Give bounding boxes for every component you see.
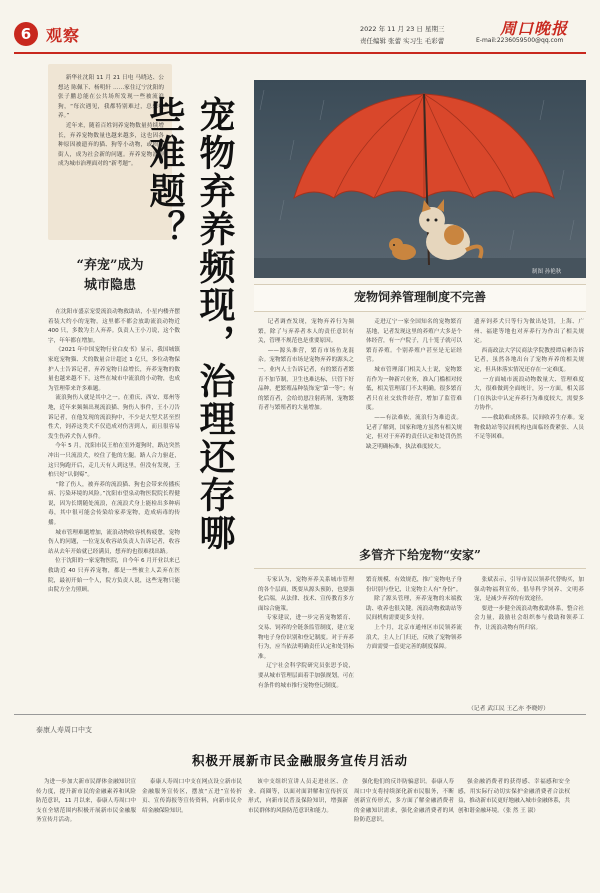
section-name: 观察 [46, 26, 81, 45]
byline: （记者 武江民 王乙亦 李晓婷） [468, 706, 549, 712]
page-number: 6 [14, 22, 38, 46]
subhead-abandonment-hazard: “弃宠”成为 城市隐患 [76, 258, 144, 293]
illustration-cat-under-umbrella [254, 80, 586, 278]
umbrella-illustration [254, 80, 586, 278]
ad-column-4: 强化他们的反诈防骗意识。泰康人寿周口中支将持续深化新市民服务，不断创新宣传形式，多方面了解金融消费者的金融知识需求，强化金融消费者的风险防范意识。 [354, 779, 454, 824]
article-column-2b: 走进辽宁一家全国知名的宠物繁育基地，记者发现这里的养殖户大多是个体经营，有一户院子，几十笼子就可以繁育养殖。个别养殖户甚至是无证经营。 城市管理部门相关人士说，宠物繁育作为一种新兴业务，准入门槛相对较低，相关管理部门不太明确。很多繁育者只在社交软件经营，增加了监管难度。 ——有法难依，流浪行为难追责。记者了解到，国家和地方虽然有相关规定，但对于弃养的责任认定和处罚仍然缺乏明确标准，执法难度较大。 [366, 319, 462, 450]
subhead-regulation-gaps: 宠物饲养管理制度不完善 [353, 290, 486, 304]
article-column-1: 在沈阳市盛京宠爱流浪动物救助站，小星内楼齐摆着装大约小的宠物，这里都不都会放助流浪动物近 400 只，多数为主人弃养。负责人王小刀说，这个数字，年年都在增加。 《2021 年中国宠物行业白皮书》显示，我国城镇家庭宠物猫、犬的数量合计超过 1 亿只，多位动物保护人士告诉记者，弃养宠物日益增长，弃养宠物的数量也越来越不下。这些在城市中流浪的小动物，也成为管理带来许多难题。 流浪狗伤人就是其中之一。在重庆、西安、郑州等地，近年来频频出现流浪猫、狗伤人事件，王小刀告诉记者，在他发现的流浪狗中，不少是大型犬甚至烈性犬，饲养这类犬不仅造成对伤害到人，而且很容易发生伤养犬伤人事件。 今年 5 月，沈阳市民王柏在室外遛狗时，路边突然冲出一只流浪犬，咬住了他的左腿。路人合力驱赶，这只狗跑开后，走几天有人到这里，但没有发现，王柏只好“认倒霉”。 “除了伤人，被弃养的流浪猫、狗也会带来传播疾病、污染环境的风险。”沈阳市望泉动物医院院长程健说，因为长期随处流浪，在流浪犬身上能检出多种病毒，其中很可能会传染给家养宠物，造成病毒的传播。 城市管理难题增加，流浪动物收容机构疲惫，宠物伤人的问题，一位宠友收容站负责人告诉记者，收容站从去年开始就已经满员，想弃的也很难找出路。 位于沈阳的一家宠物医院，自今年 6 月开业以来已救助近 40 只弃养宠物，都是一些被主人丢弃在医院，最初开始一个人，院方负责人说，这些宠物只能由院方全力照顾。 [48, 309, 180, 594]
ad-sponsor-label: 泰康人寿周口中支 [36, 726, 92, 734]
ad-column-1: 为进一步加大新市民群体金融知识宣传力度，提升新市民的金融素养和风险防范意识，11 月以来，泰康人寿周口中支在全辖范围内积极开展新市民金融服务宣传月活动。 [36, 779, 136, 824]
header-rule [14, 52, 586, 54]
ad-divider [14, 714, 586, 715]
article-column-3c: 张斌表示，引导市民以领养代替购买，加强动物福利宣传，倡导科学饲养、文明养宠，是减少弃养的有效途径。 要进一步健全流浪动物救助体系，整合社会力量，鼓励社会组织参与救助和领养工作，让流浪动物有所归宿。 [474, 577, 584, 631]
ad-column-2: 泰康人寿周口中支在网点设立新市民金融服务宣传区，摆放“五进”宣传折页、宣传海报等宣传资料，向新市民介绍金融保险知识。 [142, 779, 242, 814]
main-headline: 宠物弃养频现，治理还存哪些难题？ [144, 96, 236, 552]
article-column-3b: 繁育规模、有效规范，推广宠物电子身份识别与登记，让宠物主人有“身份”。 除了源头管理，弃养宠物的末端救助、收养也很关键。流浪动物救助站等民间机构需要更多支持。 上个月，北京市通州区市民领养流浪犬，主人上门归还，反映了宠物领养方面需要一套更完善的制度保障。 [366, 577, 462, 651]
issue-date: 2022 年 11 月 23 日 星期三 [360, 25, 445, 33]
article-column-2a: 记者调查发现，宠物弃养行为频繁，除了与弃养者本人的责任意识有关，管理不规范也是重要原因。 ——源头准营，繁育市场鱼龙混杂。宠物繁育市场是宠物弃养的源头之一。业内人士告诉记者，有的繁育者繁育不加节制，卫生也难达标，只管下好品种，把繁殖品种装饰宠“第一等”；有的繁育者，会给幼崽注射药剂，宠物繁育者与繁殖者的大量增加。 [258, 319, 354, 412]
section-divider [254, 568, 586, 569]
lead-paragraph: 新华社沈阳 11 月 21 日电 马晓达、公想达 陈佩下、杨明轩 ……家住辽宁沈阳的张子鹏总能在公共场所发现一些被流浪狗，“每次遇见，我都特别难过，总想收养。” 近年来，随着百姓饲养宠物数量持续增长，弃养宠物数量也越来越多，这也因各种原因被遗弃的猫、狗等小动物，或损路街人，成为社会新的问题。弃养宠物治理成为城市治理面对的“新考题”。 [58, 75, 164, 168]
article-column-2c: 遗弃饲养犬只等行为做出处罚，上海、广州、福建等地也对弃养行为作出了相关规定。 西南政法大学民商法学院教授谭启彬告诉记者，虽然各地出台了宠物弃养的相关规定，但具体落实情况还存在一定难度。 一方面城市流浪动物数量大、管理难度大，很难做到全面统计，另一方面，相关部门在执法中认定弃养行为难度较大，需要多方协作。 ——救助难成体系。民间收养生存难。宠物救助站等民间机构也面临经费紧张、人员不足等困难。 [474, 319, 584, 441]
ad-column-3: 该中支组织宣讲人员走进社区、企业、商圈等，以面对面讲解和宣传折页形式，向新市民普及保险知识，增强新市民群体的风险防范意识和能力。 [248, 779, 348, 814]
kitten-icon [389, 238, 416, 260]
ad-headline: 积极开展新市民金融服务宣传月活动 [191, 753, 408, 768]
subhead-multi-measures: 多管齐下给宠物“安家” [359, 548, 481, 562]
photo-credit: 制图 孙艳秋 [532, 269, 562, 275]
editors-line: 责任编辑 张蕾 实习生 毛彩蕾 [360, 37, 445, 45]
contact-email: E-mail:2236059500@qq.com [476, 37, 564, 44]
paper-logo: 周口晚报 [500, 19, 569, 38]
ad-column-5: 强金融消费者的获得感、幸福感和安全感，用实际行动切实保护金融消费者合法权益，推动新市民更好地融入城市金融体系，共创和谐金融环境。（张 然 王 淑） [458, 779, 570, 814]
article-column-3a: 专家认为，宠物弃养关系城市管理的各个层面，既要从源头预防，也要强化后端，从法律、技术、宣传教育多方面综合施策。 专家建议，进一步完善宠物繁育、交易、饲养的全链条监管制度，建立宠物电子身份识别和登记制度。对于弃养行为，应当依法明确责任认定和处罚标准。 辽宁社会科学院研究员张思予说，要从城市管理层面着手加强规划，可在有条件的城市推行宠物登记制度。 [258, 577, 354, 689]
